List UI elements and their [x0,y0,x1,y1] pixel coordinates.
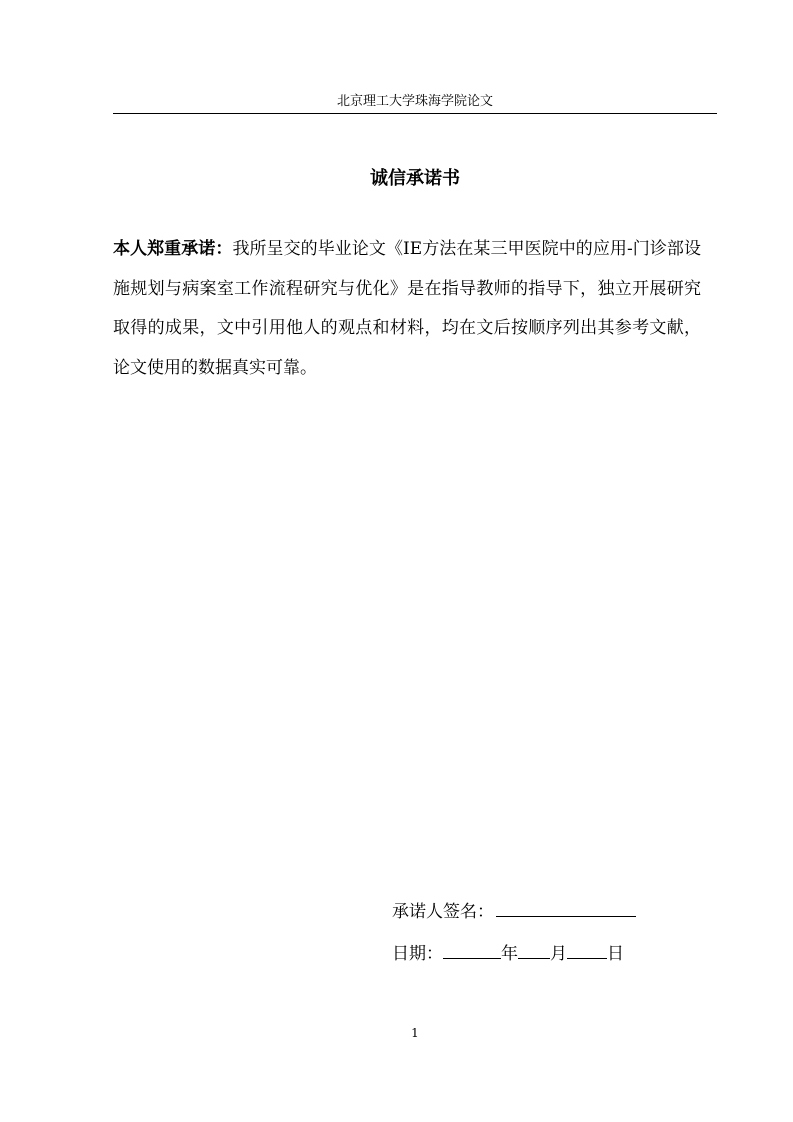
signature-label: 承诺人签名： [392,902,494,922]
pledge-paragraph [113,230,701,388]
signature-row [392,898,636,924]
month-label: 月 [550,944,567,964]
pledge-text: 我所呈交的毕业论文《IE方法在某三甲医院中的应用-门诊部设施规划与病案室工作流程研究与优化》是在指导教师的指导下，独立开展研究取得的成果，文中引用他人的观点和材料，均在文后按顺序列出其参考文献，论文使用的数据真实可靠。 [113,239,701,378]
signature-blank[interactable] [496,898,636,917]
year-blank[interactable] [443,940,501,959]
header-divider [113,113,717,114]
page-header: 北京理工大学珠海学院论文 [336,94,493,109]
day-blank[interactable] [567,940,607,959]
day-label: 日 [607,944,624,964]
document-title: 诚信承诺书 [370,168,460,189]
page-number: 1 [411,1026,419,1040]
date-row [392,940,624,966]
date-label: 日期： [392,944,443,964]
pledge-lead: 本人郑重承诺： [113,239,233,259]
year-label: 年 [501,944,518,964]
month-blank[interactable] [518,940,550,959]
